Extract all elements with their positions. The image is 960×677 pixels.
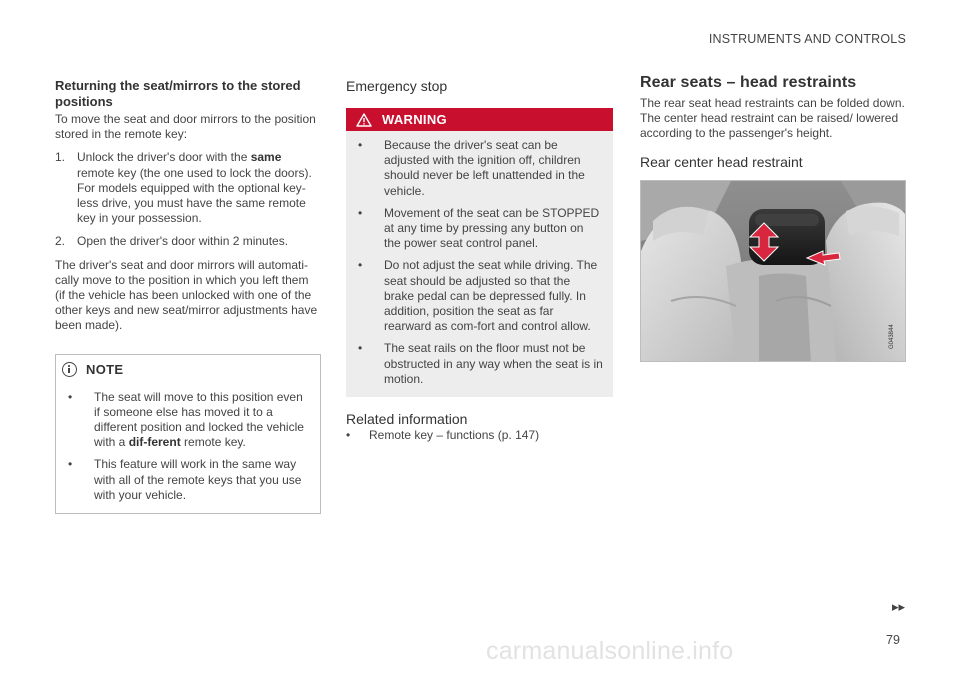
list-item: [346, 341, 613, 387]
watermark: carmanualsonline.info: [486, 637, 734, 665]
column-emergency-stop: [346, 78, 613, 443]
step-text-part: remote key (the one used to lock the doors). For models equipped with the optional key-less drive, you must have the same remote key in your possession.: [77, 165, 312, 226]
column-seat-mirror-positions: [55, 78, 321, 514]
note-box: [55, 354, 321, 514]
bullet: •: [68, 457, 73, 472]
steps-list: [55, 150, 321, 249]
list-item: [346, 428, 613, 443]
warning-title: WARNING: [382, 112, 447, 127]
heading-line-2: positions: [55, 94, 113, 109]
bullet: •: [346, 428, 351, 443]
step-text: Open the driver's door within 2 minutes.: [77, 234, 289, 249]
warning-item-text: The seat rails on the floor must not be obstructed in any way when the seat is in motion.: [384, 341, 603, 386]
bullet: •: [358, 138, 363, 152]
note-text-part: remote key.: [180, 435, 246, 450]
note-title: NOTE: [86, 361, 124, 377]
warning-item-text: Because the driver's seat can be adjusted with the ignition off, children should never be left unattended in the vehicle.: [384, 138, 585, 198]
section-heading: [55, 78, 321, 110]
info-icon: [62, 362, 77, 377]
step-text: [77, 150, 321, 226]
list-item: [56, 457, 320, 503]
intro-text: To move the seat and door mirrors to the position stored in the remote key:: [55, 112, 316, 142]
note-text-part: The seat will move to this position even if someone else has moved it to a different position and locked the vehicle with a: [94, 389, 304, 450]
related-information: [346, 411, 613, 443]
rear-seat-image: [641, 181, 906, 362]
warning-header: [346, 108, 613, 131]
warning-triangle-icon: [356, 113, 372, 127]
step-emphasis: same: [250, 150, 282, 165]
section-title: Emergency stop: [346, 78, 448, 94]
page-number: 79: [886, 633, 900, 647]
step-text-part: Unlock the driver's door with the: [77, 150, 251, 165]
intro-text: The rear seat head restraints can be folded down. The center head restraint can be raised/ lowered according to the passenger's height.: [640, 96, 905, 141]
image-code: G043844: [889, 323, 895, 349]
related-title: Related information: [346, 411, 468, 428]
image-subtitle: Rear center head restraint: [640, 153, 803, 170]
body-paragraph: The driver's seat and door mirrors will automati-cally move to the position in which you left them (if the vehicle has been unlocked with one of the other keys and new seat/mirror adjustments have been made).: [55, 257, 318, 333]
related-link[interactable]: Remote key – functions (p. 147): [369, 428, 540, 443]
note-emphasis: dif-ferent: [128, 435, 181, 450]
warning-item-text: Movement of the seat can be STOPPED at any time by pressing any button on the power seat control panel.: [384, 205, 600, 251]
section-title: Rear seats – head restraints: [640, 74, 857, 91]
head-restraint-illustration: [640, 180, 906, 362]
bullet: •: [358, 341, 363, 356]
list-item: [346, 138, 613, 199]
list-item: [346, 206, 613, 252]
column-head-restraints: [640, 74, 908, 362]
list-item: [55, 234, 321, 249]
bullet: •: [68, 389, 73, 404]
step-number: 1.: [55, 150, 66, 165]
warning-item-text: Do not adjust the seat while driving. The seat should be adjusted so that the brake pedal can be depressed fully. In addition, position the seat as far rearward as com-fort and control allow.: [384, 258, 598, 334]
warning-box: [346, 108, 613, 397]
bullet: •: [358, 258, 363, 273]
page-header: INSTRUMENTS AND CONTROLS: [708, 32, 906, 46]
next-page-arrows-icon[interactable]: ▸▸: [892, 599, 906, 614]
note-header: [56, 355, 320, 383]
list-item: [55, 150, 321, 226]
list-item: [346, 258, 613, 334]
note-item-text: This feature will work in the same way with all of the remote keys that you use with your vehicle.: [94, 457, 302, 502]
heading-line-1: Returning the seat/mirrors to the stored: [55, 78, 301, 93]
list-item: [56, 390, 320, 451]
step-number: 2.: [55, 234, 66, 249]
note-item-text: [94, 390, 310, 451]
bullet: •: [358, 205, 363, 220]
